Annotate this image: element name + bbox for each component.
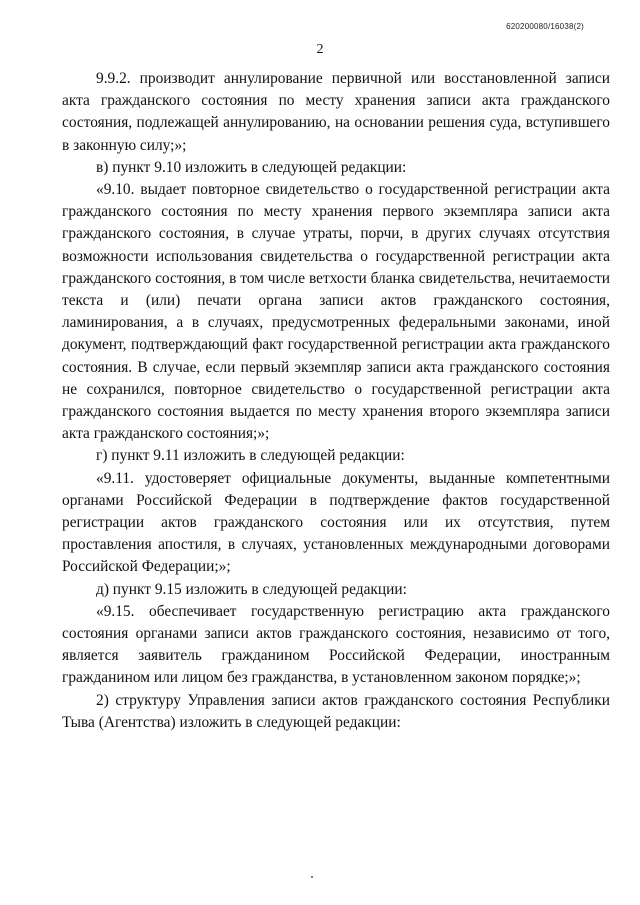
paragraph-item-d: д) пункт 9.15 изложить в следующей редакции: bbox=[96, 580, 407, 598]
paragraph-9-10: «9.10. выдает повторное свидетельство о государственной регистрации акта гражданского состояния по месту хранения первого экземпляра записи акта гражданского состояния, в случае утраты, порчи, в других случаях отсутствия возможности использования свидетельства о государственной регистрации акта гражданского состояния, в том числе ветхости бланка свидетельства, нечитаемости текста и (или) печати органа записи актов гражданского состояния, ламинирования, а в случаях, предусмотренных федеральными законами, иной документ, подтверждающий факт государственной регистрации акта гражданского состояния. В случае, если первый экземпляр записи акта гражданского состояния не сохранился, повторное свидетельство о государственной регистрации акта гражданского состояния выдается по месту хранения второго экземпляра записи акта гражданского состояния;»; bbox=[62, 181, 610, 443]
paragraph-item-v: в) пункт 9.10 изложить в следующей редакции: bbox=[96, 158, 407, 176]
document-code: 620200080/16038(2) bbox=[506, 22, 584, 31]
paragraph-9-9-2: 9.9.2. производит аннулирование первичной или восстановленной записи акта гражданского состояния по месту хранения записи акта гражданского состояния, подлежащей аннулированию, на основании решения суда, вступившего в законную силу;»; bbox=[62, 70, 610, 154]
page-number: 2 bbox=[316, 42, 324, 57]
paragraph-9-15: «9.15. обеспечивает государственную регистрацию акта гражданского состояния органами записи актов гражданского состояния, независимо от того, является заявитель гражданином Российской Федерации, иностранным гражданином или лицом без гражданства, в установленном законом порядке;»; bbox=[62, 602, 610, 687]
footer-mark bbox=[311, 876, 313, 878]
document-body bbox=[62, 68, 610, 734]
paragraph-9-11: «9.11. удостоверяет официальные документы, выданные компетентными органами Российской Федерации в подтверждение фактов государственной регистрации актов гражданского состояния или их отсутствия, путем проставления апостиля, в случаях, установленных международными договорами Российской Федерации;»; bbox=[62, 469, 610, 576]
paragraph-item-g: г) пункт 9.11 изложить в следующей редакции: bbox=[96, 447, 405, 465]
paragraph-item-2: 2) структуру Управления записи актов гражданского состояния Республики Тыва (Агентства) изложить в следующей редакции: bbox=[62, 691, 610, 731]
